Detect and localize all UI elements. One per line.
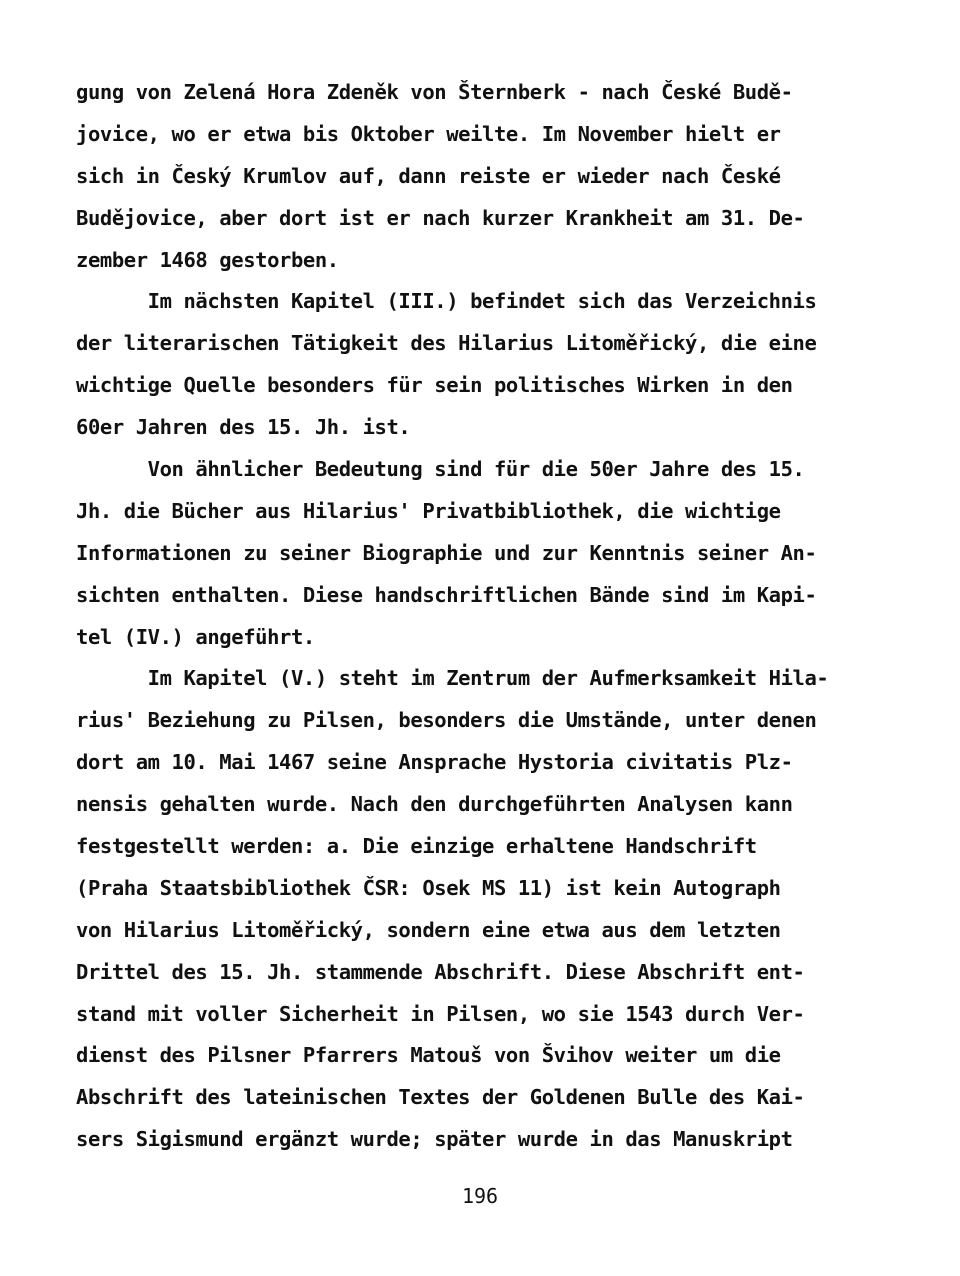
text-line: von Hilarius Litoměřický, sondern eine etwa aus dem letzten [76, 917, 781, 942]
text-line: tel (IV.) angeführt. [76, 624, 315, 649]
text-line: wichtige Quelle besonders für sein politisches Wirken in den [76, 373, 793, 398]
text-line: dienst des Pilsner Pfarrers Matouš von Švihov weiter um die [76, 1043, 781, 1068]
text-line: 60er Jahren des 15. Jh. ist. [76, 415, 411, 440]
text-line: nensis gehalten wurde. Nach den durchgeführten Analysen kann [76, 792, 793, 817]
text-line: Abschrift des lateinischen Textes der Goldenen Bulle des Kai- [76, 1085, 805, 1110]
text-line: jovice, wo er etwa bis Oktober weilte. Im November hielt er [76, 121, 781, 146]
text-line: Drittel des 15. Jh. stammende Abschrift. Diese Abschrift ent- [76, 959, 805, 984]
text-line: dort am 10. Mai 1467 seine Ansprache Hystoria civitatis Plz- [76, 750, 793, 775]
text-line: Informationen zu seiner Biographie und zur Kenntnis seiner An- [76, 540, 817, 565]
text-line: gung von Zelená Hora Zdeněk von Šternberk - nach České Budě- [76, 80, 793, 104]
text-line: sichten enthalten. Diese handschriftlichen Bände sind im Kapi- [76, 582, 817, 607]
text-line: festgestellt werden: a. Die einzige erhaltene Handschrift [76, 834, 757, 859]
text-line: zember 1468 gestorben. [76, 247, 339, 272]
text-line: (Praha Staatsbibliothek ČSR: Osek MS 11) ist kein Autograph [76, 875, 781, 900]
paragraph-start-line: Im nächsten Kapitel (III.) befindet sich das Verzeichnis [76, 289, 817, 314]
text-line: stand mit voller Sicherheit in Pilsen, wo sie 1543 durch Ver- [76, 1001, 805, 1026]
paragraph-start-line: Im Kapitel (V.) steht im Zentrum der Aufmerksamkeit Hila- [76, 666, 829, 691]
text-line: der literarischen Tätigkeit des Hilarius Litoměřický, die eine [76, 331, 817, 356]
text-line: rius' Beziehung zu Pilsen, besonders die Umstände, unter denen [76, 708, 817, 733]
text-line: sich in Český Krumlov auf, dann reiste er wieder nach České [76, 163, 781, 188]
typescript-body [76, 72, 876, 1161]
page-number: 196 [461, 1184, 499, 1208]
text-line: Budějovice, aber dort ist er nach kurzer Krankheit am 31. De- [76, 205, 805, 230]
paragraph-start-line: Von ähnlicher Bedeutung sind für die 50er Jahre des 15. [76, 457, 805, 482]
text-line: sers Sigismund ergänzt wurde; später wurde in das Manuskript [76, 1127, 793, 1152]
text-line: Jh. die Bücher aus Hilarius' Privatbibliothek, die wichtige [76, 498, 781, 523]
